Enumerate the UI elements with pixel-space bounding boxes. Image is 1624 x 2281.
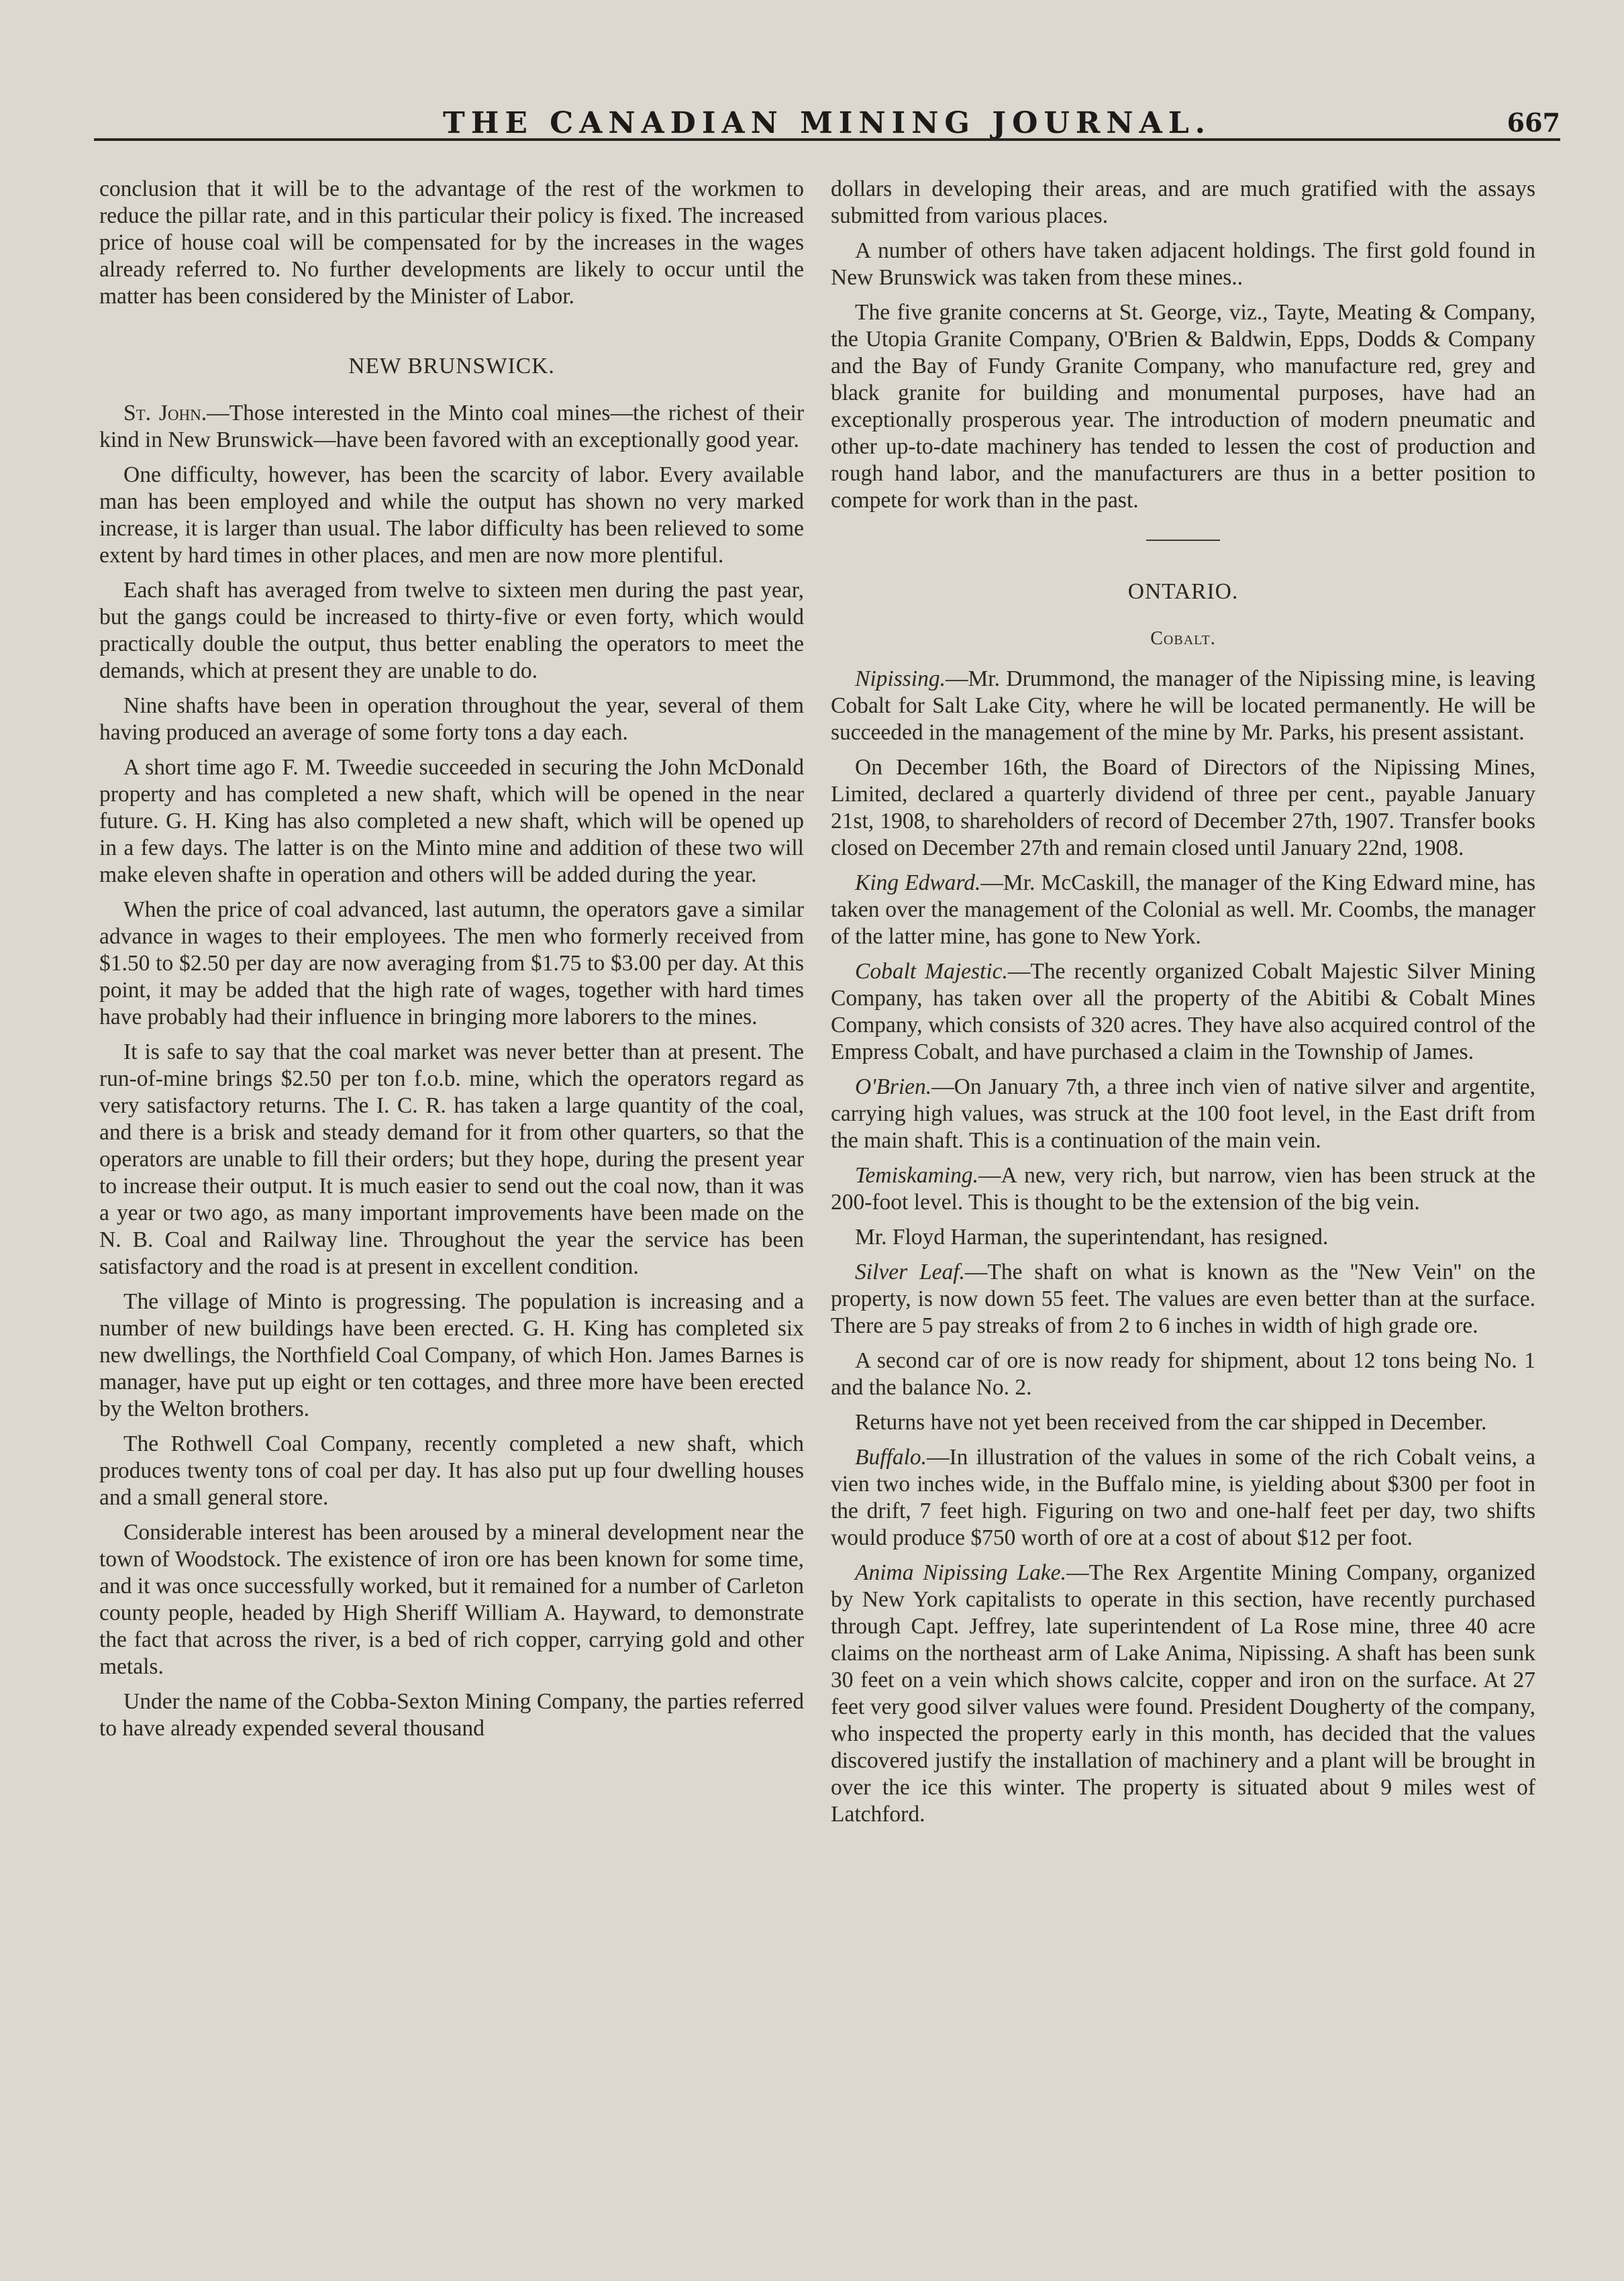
dateline-city: St. John. xyxy=(123,401,207,425)
page-number: 667 xyxy=(1507,107,1560,138)
paragraph: A short time ago F. M. Tweedie succeeded in securing the John McDonald property and has completed a new shaft, which will be opened in the near future. G. H. King has also completed a new shaft, which will be opened up in a few days. The latter is on the Minto mine and addition of these two will make eleven shafte in operation and others will be added during the year. xyxy=(99,755,804,887)
paragraph-text: —In illustration of the values in some of the rich Cobalt veins, a vien two inches wide, in the Buffalo mine, is yielding about $300 per foot in the drift, 7 feet high. Figuring on two and one-half feet per day, two shifts would produce $750 worth of ore at a cost of about $12 per foot. xyxy=(831,1445,1535,1550)
paragraph: Each shaft has averaged from twelve to sixteen men during the past year, but the gangs could be increased to thirty-five or even forty, which would practically double the output, thus better enabling the operators to meet the demands, which at present they are unable to do. xyxy=(99,578,804,683)
section-heading-ontario: ONTARIO. xyxy=(1127,579,1239,604)
item-lead: Silver Leaf. xyxy=(855,1260,965,1284)
paragraph-text: —Mr. Drummond, the manager of the Nipissing mine, is leaving Cobalt for Salt Lake City, where he will be located permanently. He will be succeeded in the management of the mine by Mr. Parks, his present assistant. xyxy=(831,666,1535,745)
paragraph xyxy=(831,1162,1535,1216)
paragraph: A number of others have taken adjacent holdings. The first gold found in New Brunswick was taken from these mines.. xyxy=(831,238,1535,290)
paragraph xyxy=(831,870,1535,950)
paragraph xyxy=(99,400,804,454)
paragraph: One difficulty, however, has been the scarcity of labor. Every available man has been employed and while the output has shown no very marked increase, it is larger than usual. The labor difficulty has been relieved to some extent by hard times in other places, and men are now more plentiful. xyxy=(99,462,804,568)
item-lead: Temiskaming. xyxy=(855,1163,978,1188)
paragraph: A second car of ore is now ready for shipment, about 12 tons being No. 1 and the balance No. 2. xyxy=(831,1348,1535,1400)
paragraph: conclusion that it will be to the advantage of the rest of the workmen to reduce the pillar rate, and in this particular their policy is fixed. The increased price of house coal will be compensated for by the increases in the wages already referred to. No further developments are likely to occur until the matter has been considered by the Minister of Labor. xyxy=(99,176,804,309)
right-column xyxy=(831,176,1535,1836)
paragraph: When the price of coal advanced, last autumn, the operators gave a similar advance in wages to their employees. The men who formerly received from $1.50 to $2.50 per day are now averaging from $1.75 to $3.00 per day. At this point, it may be added that the high rate of wages, together with hard times have probably had their influence in bringing more laborers to the mines. xyxy=(99,897,804,1029)
item-lead: Nipissing. xyxy=(855,666,946,691)
paragraph: Considerable interest has been aroused by a mineral development near the town of Woodstock. The existence of iron ore has been known for some time, and it was once successfully worked, but it remained for a number of Carleton county people, headed by High Sheriff William A. Hayward, to demonstrate the fact that across the river, is a bed of rich copper, carrying gold and other metals. xyxy=(99,1520,804,1679)
paragraph-text: —On January 7th, a three inch vien of native silver and argentite, carrying high values, was struck at the 100 foot level, in the East drift from the main shaft. This is a continuation of the main vein. xyxy=(831,1074,1535,1153)
subheading-cobalt: Cobalt. xyxy=(1150,628,1216,649)
section-heading-new-brunswick: NEW BRUNSWICK. xyxy=(348,354,555,378)
paragraph: dollars in developing their areas, and are much gratified with the assays submitted from various places. xyxy=(831,176,1535,228)
item-lead: King Edward. xyxy=(855,870,981,895)
paragraph: On December 16th, the Board of Directors of the Nipissing Mines, Limited, declared a quarterly dividend of three per cent., payable January 21st, 1908, to shareholders of record of December 27th, 1907. Transfer books closed on December 27th and remain closed until January 22nd, 1908. xyxy=(831,755,1535,860)
item-lead: O'Brien. xyxy=(855,1074,932,1099)
paragraph-text: —A new, very rich, but narrow, vien has been struck at the 200-foot level. This is thought to be the extension of the big vein. xyxy=(831,1163,1535,1215)
paragraph xyxy=(831,666,1535,746)
journal-title: THE CANADIAN MINING JOURNAL. xyxy=(443,106,1211,140)
paragraph: It is safe to say that the coal market was never better than at present. The run-of-mine brings $2.50 per ton f.o.b. mine, which the operators regard as very satisfactory returns. The I. C. R. has taken a large quantity of the coal, and there is a brisk and steady demand for it from other quarters, so that the operators are unable to fill their orders; but they hope, during the present year to increase their output. It is much easier to send out the coal now, than it was a year or two ago, as many important improvements have been made on the N. B. Coal and Railway line. Throughout the year the service has been satisfactory and the road is at present in excellent condition. xyxy=(99,1040,804,1279)
paragraph xyxy=(831,1560,1535,1828)
paragraph-text: —The recently organized Cobalt Majestic Silver Mining Company, has taken over all the property of the Abitibi & Cobalt Mines Company, which consists of 320 acres. They have also acquired control of the Empress Cobalt, and have purchased a claim in the Township of James. xyxy=(831,959,1535,1064)
left-column xyxy=(99,176,804,1750)
paragraph-text: —The Rex Argentite Mining Company, organized by New York capitalists to operate in this section, have recently purchased through Capt. Jeffrey, late superintendent of La Rose mine, three 40 acre claims on the northeast arm of Lake Anima, Nipissing. A shaft has been sunk 30 feet on a vein which shows calcite, copper and iron on the surface. At 27 feet very good silver values were found. President Dougherty of the company, who inspected the property early in this month, has decided that the values discovered justify the installation of machinery and a plant will be brought in over the ice this winter. The property is situated about 9 miles west of Latchford. xyxy=(831,1560,1535,1827)
paragraph: The village of Minto is progressing. The population is increasing and a number of new buildings have been erected. G. H. King has completed six new dwellings, the Northfield Coal Company, of which Hon. James Barnes is manager, have put up eight or ten cottages, and three more have been erected by the Welton brothers. xyxy=(99,1289,804,1421)
paragraph: Returns have not yet been received from the car shipped in December. xyxy=(855,1410,1487,1435)
paragraph: The five granite concerns at St. George, viz., Tayte, Meating & Company, the Utopia Granite Company, O'Brien & Baldwin, Epps, Dodds & Company and the Bay of Fundy Granite Company, who manufacture red, grey and black granite for building and monumental purposes, have had an exceptionally prosperous year. The introduction of modern pneumatic and other up-to-date machinery has tended to lessen the cost of production and rough hand labor, and the manufacturers are thus in a better position to compete for work than in the past. xyxy=(831,300,1535,513)
paragraph xyxy=(831,1259,1535,1339)
paragraph: Under the name of the Cobba-Sexton Mining Company, the parties referred to have already expended several thousand xyxy=(99,1689,804,1741)
item-lead: Cobalt Majestic. xyxy=(855,959,1008,984)
item-lead: Anima Nipissing Lake. xyxy=(855,1560,1067,1585)
paragraph xyxy=(831,1444,1535,1552)
item-lead: Buffalo. xyxy=(855,1445,927,1470)
section-separator xyxy=(1146,540,1220,541)
paragraph-text: —Those interested in the Minto coal mines—the richest of their kind in New Brunswick—have been favored with an exceptionally good year. xyxy=(99,401,805,452)
paragraph-text: —The shaft on what is known as the ''New Vein'' on the property, is now down 55 feet. The values are even better than at the surface. There are 5 pay streaks of from 2 to 6 inches in width of high grade ore. xyxy=(831,1260,1535,1338)
paragraph: The Rothwell Coal Company, recently completed a new shaft, which produces twenty tons of coal per day. It has also put up four dwelling houses and a small general store. xyxy=(99,1431,804,1510)
paragraph-text: —Mr. McCaskill, the manager of the King Edward mine, has taken over the management of the Colonial as well. Mr. Coombs, the manager of the latter mine, has gone to New York. xyxy=(831,870,1535,949)
paragraph xyxy=(831,1074,1535,1154)
paragraph: Mr. Floyd Harman, the superintendant, has resigned. xyxy=(855,1225,1329,1250)
paragraph: Nine shafts have been in operation throughout the year, several of them having produced an average of some forty tons a day each. xyxy=(99,693,804,745)
paragraph xyxy=(831,958,1535,1066)
header-rule xyxy=(94,138,1560,141)
